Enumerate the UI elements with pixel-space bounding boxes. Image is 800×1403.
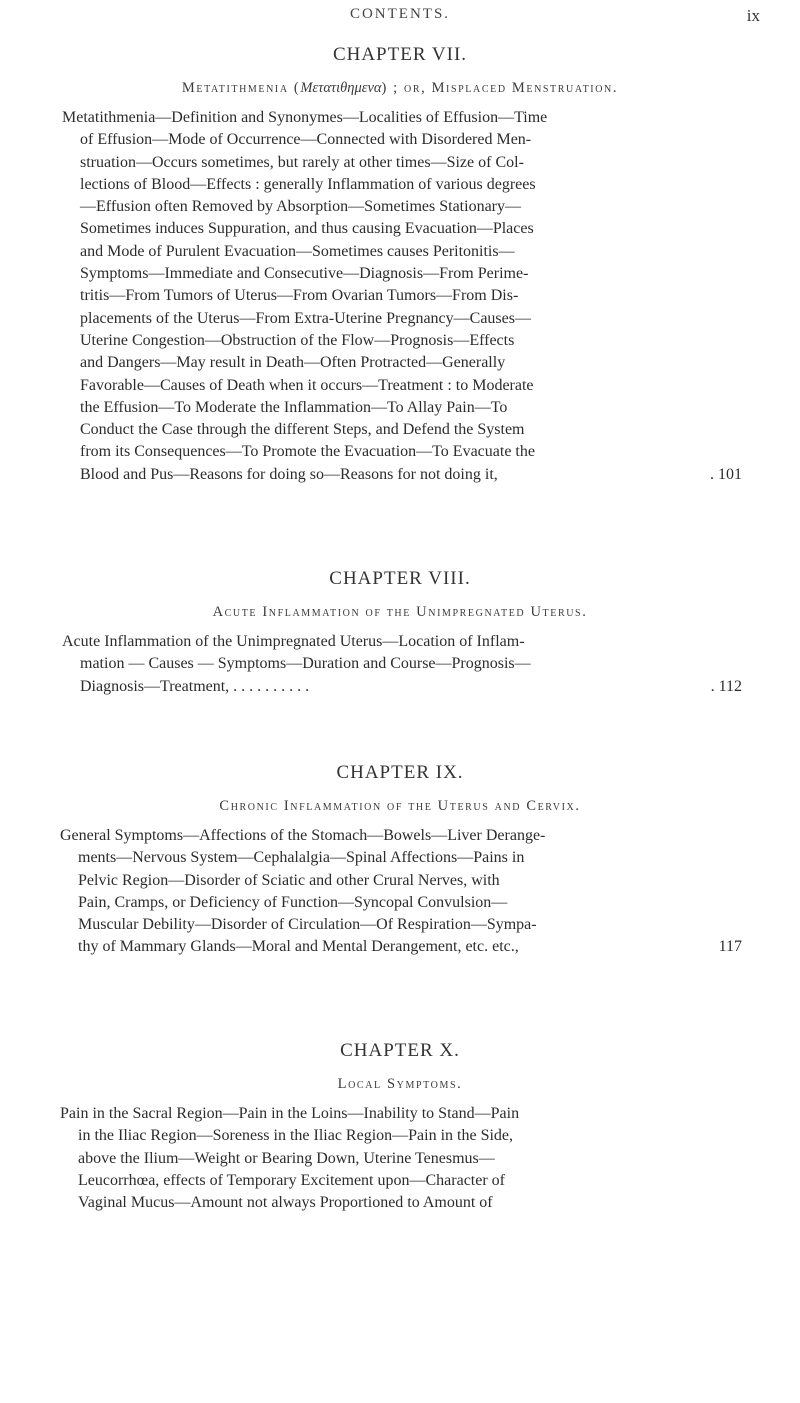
summary-text: Blood and Pus—Reasons for doing so—Reasons for not doing it, (80, 465, 498, 483)
summary-line: struation—Occurs sometimes, but rarely at other times—Size of Col- (80, 153, 524, 171)
summary-line: Metatithmenia—Definition and Synonymes—Localities of Effusion—Time (62, 109, 548, 126)
summary-line: Muscular Debility—Disorder of Circulation—Of Respiration—Sympa- (78, 916, 537, 934)
summary-line: Pain, Cramps, or Deficiency of Function—Syncopal Convulsion— (78, 893, 508, 911)
summary-line: above the Ilium—Weight or Bearing Down, Uterine Tenesmus— (78, 1149, 495, 1167)
chapter-heading: CHAPTER VIII. (329, 568, 471, 589)
summary-line-last (62, 464, 742, 486)
summary-line: the Effusion—To Moderate the Inflammation—To Allay Pain—To (80, 398, 508, 416)
page-number: ix (746, 6, 760, 25)
chapter-heading: CHAPTER X. (340, 1040, 460, 1061)
summary-line: Vaginal Mucus—Amount not always Proportioned to Amount of (78, 1194, 493, 1212)
chapter-ix (0, 762, 800, 959)
summary-line: of Effusion—Mode of Occurrence—Connected with Disordered Men- (80, 131, 532, 149)
summary-line-last (62, 676, 742, 698)
summary-line: from its Consequences—To Promote the Evacuation—To Evacuate the (80, 443, 535, 461)
page-reference: . 112 (710, 677, 742, 695)
chapter-summary (60, 1103, 742, 1214)
page-reference: 117 (718, 938, 742, 956)
chapter-vii (0, 44, 800, 486)
summary-line: —Effusion often Removed by Absorption—Sometimes Stationary— (80, 198, 521, 216)
summary-line: tritis—From Tumors of Uterus—From Ovarian Tumors—From Dis- (80, 287, 519, 305)
summary-line: Leucorrhœa, effects of Temporary Excitement upon—Character of (78, 1171, 505, 1189)
summary-line: ments—Nervous System—Cephalalgia—Spinal Affections—Pains in (78, 849, 525, 867)
chapter-summary (62, 107, 742, 486)
chapter-x (0, 1040, 800, 1214)
summary-line: in the Iliac Region—Soreness in the Iliac Region—Pain in the Side, (78, 1127, 514, 1145)
summary-line: Pain in the Sacral Region—Pain in the Loins—Inability to Stand—Pain (60, 1105, 520, 1122)
summary-line-last (60, 936, 742, 958)
chapter-summary (62, 631, 742, 698)
running-title: CONTENTS. (349, 6, 451, 22)
summary-line: Acute Inflammation of the Unimpregnated Uterus—Location of Inflam- (62, 633, 525, 650)
summary-line: Uterine Congestion—Obstruction of the Flow—Prognosis—Effects (80, 331, 515, 349)
summary-line: mation — Causes — Symptoms—Duration and Course—Prognosis— (80, 655, 531, 673)
chapter-title: Local Symptoms. (337, 1076, 463, 1092)
chapter-title-prefix: Metatithmenia ( (181, 80, 301, 96)
summary-text: Diagnosis—Treatment, . . . . . . . . . . (80, 677, 310, 695)
summary-line: lections of Blood—Effects : generally Inflammation of various degrees (80, 175, 536, 193)
summary-line: Pelvic Region—Disorder of Sciatic and other Crural Nerves, with (78, 871, 500, 889)
chapter-heading: CHAPTER IX. (336, 762, 464, 783)
chapter-title-greek: Μετατιθημενα (300, 80, 382, 96)
chapter-summary (60, 825, 742, 959)
chapter-title (0, 80, 800, 97)
summary-line: and Dangers—May result in Death—Often Protracted—Generally (80, 354, 506, 372)
summary-line: placements of the Uterus—From Extra-Uterine Pregnancy—Causes— (80, 309, 531, 327)
chapter-viii (0, 568, 800, 698)
summary-line: General Symptoms—Affections of the Stomach—Bowels—Liver Derange- (60, 827, 546, 844)
summary-line: Conduct the Case through the different Steps, and Defend the System (80, 421, 525, 439)
chapter-title-suffix: ) ; or, Misplaced Menstruation. (381, 80, 619, 96)
summary-line: and Mode of Purulent Evacuation—Sometimes causes Peritonitis— (80, 242, 515, 260)
page-reference: . 101 (710, 465, 742, 483)
summary-line: Favorable—Causes of Death when it occurs—Treatment : to Moderate (80, 376, 534, 394)
chapter-title: Acute Inflammation of the Unimpregnated Uterus. (212, 604, 588, 620)
chapter-heading: CHAPTER VII. (332, 44, 468, 65)
summary-text: thy of Mammary Glands—Moral and Mental Derangement, etc. etc., (78, 938, 519, 956)
summary-line: Sometimes induces Suppuration, and thus causing Evacuation—Places (80, 220, 534, 238)
running-head (0, 0, 800, 30)
chapter-title: Chronic Inflammation of the Uterus and Cervix. (219, 798, 581, 814)
summary-line: Symptoms—Immediate and Consecutive—Diagnosis—From Perime- (80, 265, 529, 283)
